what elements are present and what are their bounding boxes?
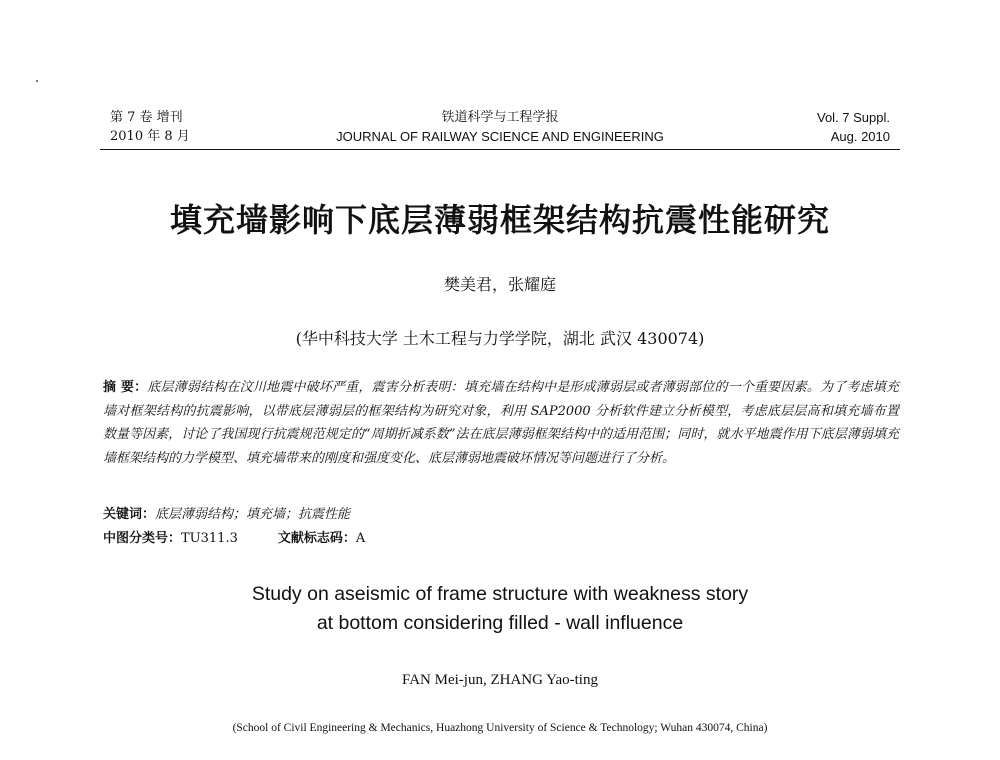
header-journal-cn: 铁道科学与工程学报: [441, 110, 559, 125]
classification-line: [103, 529, 365, 549]
keywords-label: 关键词：: [103, 507, 156, 522]
running-header: [100, 108, 900, 152]
header-volume: 第 7 卷 增刊: [110, 110, 183, 125]
abstract-text: 底层薄弱结构在汶川地震中破坏严重，震害分析表明：填充墙在结构中是形成薄弱层或者薄弱部位的一个重要因素。为了考虑填充墙对框架结构的抗震影响，以带底层薄弱层的框架结构为研究对象，利用 SAP2000 分析软件建立分析模型，考虑底层层高和填充墙布置数量等因素，讨论了我国现行抗震规范规定的“周期折减系数”法在底层薄弱框架结构中的适用范围；同时，就水平地震作用下底层薄弱填充墙框架结构的力学模型、填充墙带来的刚度和强度变化、底层薄弱地震破坏情况等问题进行了分析。: [103, 380, 899, 466]
header-volume-issue: [110, 108, 190, 146]
header-vol-suppl: Vol. 7 Suppl.: [817, 110, 890, 125]
header-journal: [290, 108, 710, 146]
paper-title-en: [100, 580, 900, 638]
clc-value: TU311.3: [181, 531, 238, 546]
keywords-value: 底层薄弱结构；填充墙；抗震性能: [155, 507, 351, 522]
scan-speck: [36, 80, 38, 82]
abstract-cn: [103, 376, 899, 470]
affiliation-en: (School of Civil Engineering & Mechanics, Huazhong University of Science & Technology; Wuhan 430074, China): [232, 722, 768, 734]
header-volume-en: [817, 108, 890, 146]
abstract-label: 摘 要：: [103, 380, 148, 395]
doc-code-label: 文献标志码：: [277, 531, 356, 546]
affiliation-cn: (华中科技大学 土木工程与力学学院，湖北 武汉 430074): [295, 329, 705, 348]
title-en-line1: Study on aseismic of frame structure with weakness story: [251, 583, 749, 605]
clc-label: 中图分类号：: [103, 531, 182, 546]
header-date-en: Aug. 2010: [830, 129, 890, 144]
authors-cn: 樊美君，张耀庭: [443, 275, 556, 294]
authors-en: FAN Mei-jun, ZHANG Yao-ting: [402, 672, 598, 688]
header-date-cn: 2010 年 8 月: [110, 129, 190, 144]
doc-code-value: A: [355, 531, 366, 546]
keywords-line: [103, 505, 350, 525]
title-en-line2: at bottom considering filled - wall influence: [316, 612, 684, 634]
header-journal-en: JOURNAL OF RAILWAY SCIENCE AND ENGINEERING: [336, 129, 664, 144]
header-rule: [100, 149, 900, 150]
paper-title-cn: 填充墙影响下底层薄弱框架结构抗震性能研究: [169, 201, 830, 239]
